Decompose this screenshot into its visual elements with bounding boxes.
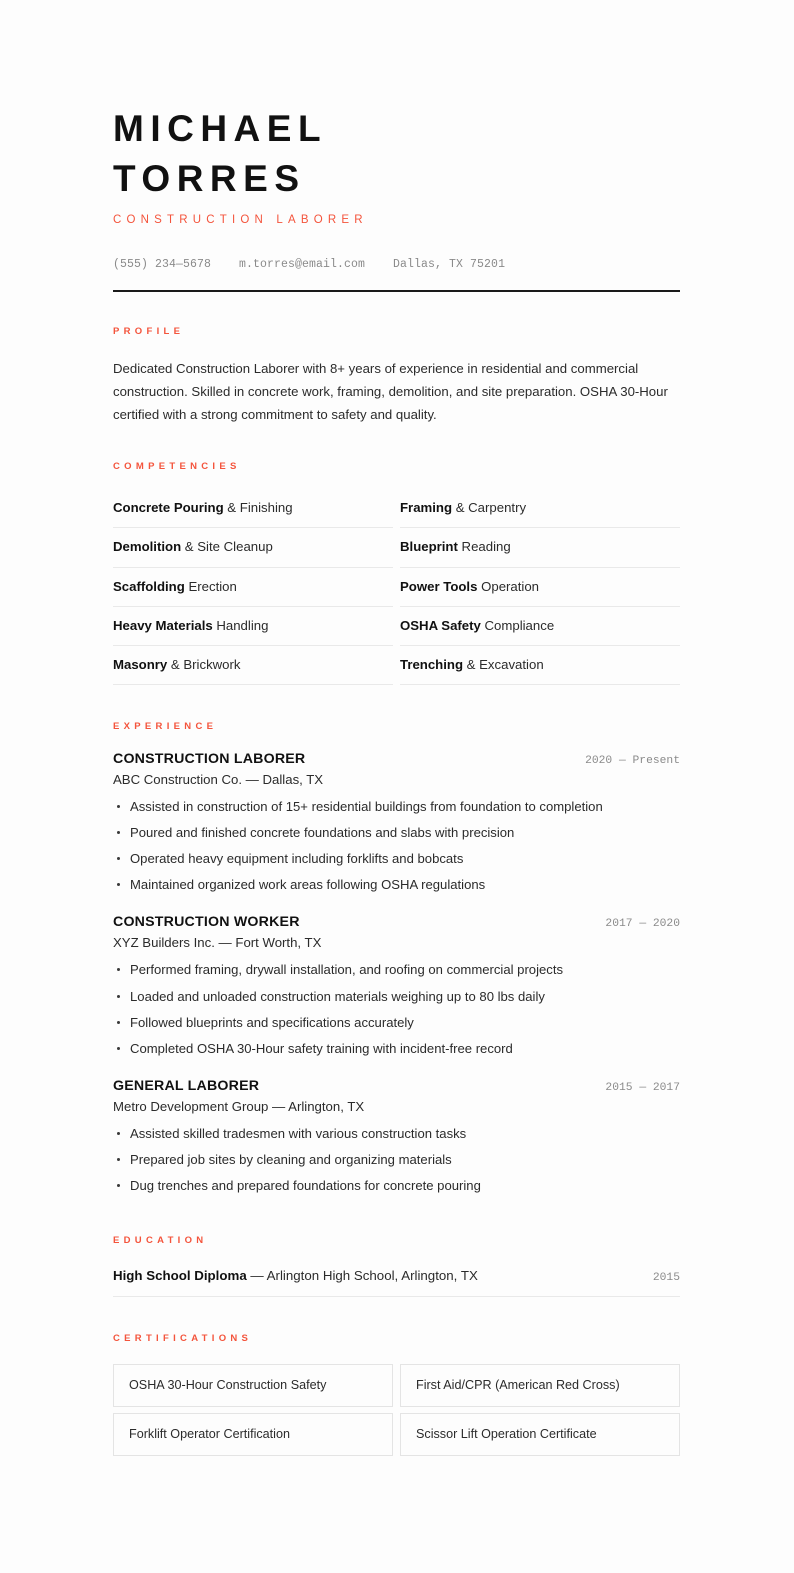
- education-degree: High School Diploma: [113, 1268, 247, 1284]
- resume-header: [113, 104, 680, 292]
- experience-bullet: Loaded and unloaded construction materials weighing up to 80 lbs daily: [113, 987, 680, 1006]
- certifications-section: [113, 1333, 680, 1456]
- last-name: TORRES: [113, 157, 306, 199]
- page-title: [113, 104, 680, 203]
- education-detail: [113, 1268, 478, 1283]
- experience-section: [113, 721, 680, 1195]
- education-school: Arlington High School, Arlington, TX: [266, 1268, 478, 1284]
- experience-bullet: Assisted in construction of 15+ residential buildings from foundation to completion: [113, 797, 680, 816]
- experience-bullet: Completed OSHA 30-Hour safety training with incident-free record: [113, 1039, 680, 1058]
- experience-bullet-list: [113, 960, 680, 1057]
- education-section: [113, 1235, 680, 1297]
- profile-section: [113, 326, 680, 426]
- experience-bullet: Prepared job sites by cleaning and organizing materials: [113, 1150, 680, 1169]
- certification-item: OSHA 30-Hour Construction Safety: [113, 1364, 393, 1407]
- competency-strong: OSHA Safety: [400, 617, 481, 633]
- competencies-section: [113, 461, 680, 685]
- headline-job-title: CONSTRUCTION LABORER: [113, 214, 368, 227]
- experience-bullet: Dug trenches and prepared foundations for concrete pouring: [113, 1176, 680, 1195]
- competencies-grid: [113, 489, 680, 685]
- competency-rest: Reading: [457, 539, 511, 555]
- experience-dates: 2015 — 2017: [605, 1081, 680, 1094]
- certification-item: Scissor Lift Operation Certificate: [400, 1413, 680, 1456]
- experience-entry: [113, 914, 680, 1057]
- competency-rest: & Finishing: [223, 500, 293, 516]
- competency-item: [400, 646, 680, 685]
- section-label-competencies: COMPETENCIES: [113, 461, 241, 473]
- header-divider: [113, 290, 680, 292]
- competency-item: [400, 568, 680, 607]
- experience-bullet: Maintained organized work areas following OSHA regulations: [113, 875, 680, 894]
- experience-list: [113, 751, 680, 1195]
- experience-entry-header: [113, 751, 680, 767]
- experience-entry: [113, 751, 680, 894]
- education-separator: —: [246, 1268, 267, 1284]
- experience-bullet-list: [113, 797, 680, 894]
- experience-bullet: Followed blueprints and specifications accurately: [113, 1013, 680, 1032]
- competency-rest: & Carpentry: [452, 500, 527, 516]
- education-entry: [113, 1268, 680, 1297]
- experience-company: XYZ Builders Inc. — Fort Worth, TX: [113, 935, 322, 951]
- experience-company: Metro Development Group — Arlington, TX: [113, 1098, 365, 1114]
- experience-dates: 2020 — Present: [585, 755, 680, 768]
- competency-item: [400, 607, 680, 646]
- certification-item: Forklift Operator Certification: [113, 1413, 393, 1456]
- competency-item: [113, 489, 393, 528]
- section-label-experience: EXPERIENCE: [113, 721, 218, 733]
- contact-email: m.torres@email.com: [239, 258, 366, 272]
- competency-item: [400, 528, 680, 567]
- resume-content: [113, 104, 680, 1456]
- experience-role: CONSTRUCTION WORKER: [113, 914, 300, 931]
- competency-strong: Masonry: [113, 656, 168, 672]
- experience-bullet: Performed framing, drywall installation, and roofing on commercial projects: [113, 960, 680, 979]
- competency-strong: Demolition: [113, 539, 182, 555]
- contact-location: Dallas, TX 75201: [393, 258, 506, 272]
- competency-strong: Framing: [400, 500, 453, 516]
- competency-rest: & Brickwork: [167, 656, 241, 672]
- experience-bullet: Assisted skilled tradesmen with various construction tasks: [113, 1124, 680, 1143]
- competency-strong: Trenching: [400, 656, 464, 672]
- section-label-certifications: CERTIFICATIONS: [113, 1333, 253, 1345]
- competency-item: [113, 568, 393, 607]
- competency-strong: Concrete Pouring: [113, 500, 224, 516]
- competency-strong: Heavy Materials: [113, 617, 213, 633]
- competency-rest: Operation: [477, 578, 540, 594]
- experience-role: CONSTRUCTION LABORER: [113, 751, 306, 768]
- experience-entry-header: [113, 914, 680, 930]
- section-label-profile: PROFILE: [113, 326, 185, 338]
- experience-dates: 2017 — 2020: [605, 918, 680, 931]
- competency-rest: & Excavation: [463, 656, 544, 672]
- experience-entry: [113, 1078, 680, 1195]
- first-name: MICHAEL: [113, 108, 328, 149]
- competency-item: [113, 646, 393, 685]
- competency-item: [400, 489, 680, 528]
- competency-rest: Compliance: [480, 617, 555, 633]
- experience-company: ABC Construction Co. — Dallas, TX: [113, 772, 324, 788]
- competency-strong: Scaffolding: [113, 578, 185, 594]
- competency-strong: Power Tools: [400, 578, 478, 594]
- experience-bullet-list: [113, 1124, 680, 1195]
- education-year: 2015: [652, 1272, 680, 1285]
- competency-rest: Handling: [212, 617, 269, 633]
- experience-bullet: Operated heavy equipment including forklifts and bobcats: [113, 849, 680, 868]
- competency-strong: Blueprint: [400, 539, 458, 555]
- competency-item: [113, 607, 393, 646]
- competency-item: [113, 528, 393, 567]
- competency-rest: Erection: [184, 578, 237, 594]
- certification-item: First Aid/CPR (American Red Cross): [400, 1364, 680, 1407]
- certifications-grid: [113, 1364, 680, 1456]
- profile-summary-text: Dedicated Construction Laborer with 8+ years of experience in residential and commercial construction. Skilled in concrete work, framing, demolition, and site preparation. OSHA 30-Hour certified with a strong commitment to safety and quality.: [113, 361, 668, 422]
- experience-entry-header: [113, 1078, 680, 1094]
- section-label-education: EDUCATION: [113, 1235, 208, 1247]
- experience-role: GENERAL LABORER: [113, 1077, 260, 1094]
- contact-phone: (555) 234—5678: [113, 258, 212, 272]
- experience-bullet: Poured and finished concrete foundations and slabs with precision: [113, 823, 680, 842]
- competency-rest: & Site Cleanup: [181, 539, 273, 555]
- contact-line: [113, 258, 680, 271]
